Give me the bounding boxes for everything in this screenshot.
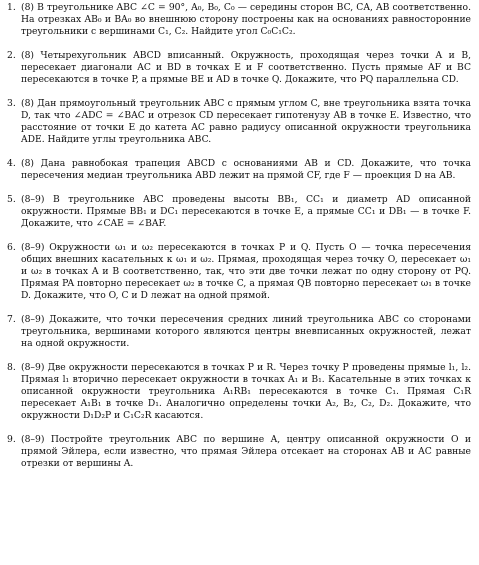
problem-text: (8–9) В треугольнике ABC проведены высоты BB₁, CC₁ и диаметр AD описанной окружности. Прямые BB₁ и DC₁ пересекаются в точке E, а прямые CC₁ и DB₁ — в точке F. Докажите, что ∠CAE = ∠BAF. xyxy=(21,194,471,229)
problem-7 xyxy=(7,314,471,350)
problem-text: (8–9) Две окружности пересекаются в точках P и R. Через точку P проведены прямые l₁, l₂. Прямая l₁ вторично пересекает окружности в точках A₁ и B₁. Касательные в этих точках к описанной окружности треугольника A₁RB₁ пересекаются в точке C₁. Прямая C₁R пересекает A₁B₁ в точке D₁. Аналогично определены точки A₂, B₂, C₂, D₂. Докажите, что окружности D₁D₂P и C₁C₂R касаются. xyxy=(21,362,471,421)
problem-number: 6. xyxy=(7,242,16,253)
problem-number: 1. xyxy=(7,2,16,13)
problem-text: (8) Дан прямоугольный треугольник ABC с прямым углом C, вне треугольника взята точка D, так что ∠ADC = ∠BAC и отрезок CD пересекает гипотенузу AB в точке E. Известно, что расстояние от точки E до катета AC равно радиусу описанной окружности треугольника ADE. Найдите углы треугольника ABC. xyxy=(21,98,471,145)
problem-text: (8–9) Постройте треугольник ABC по вершине A, центру описанной окружности O и прямой Эйлера, если известно, что прямая Эйлера отсекает на сторонах AB и AC равные отрезки от вершины A. xyxy=(21,434,471,469)
problem-1 xyxy=(7,2,471,38)
problem-2 xyxy=(7,50,471,86)
problem-8 xyxy=(7,362,471,422)
problem-5 xyxy=(7,194,471,230)
problem-3 xyxy=(7,98,471,146)
problem-number: 8. xyxy=(7,362,16,373)
problem-9 xyxy=(7,434,471,470)
problem-text: (8–9) Докажите, что точки пересечения средних линий треугольника ABC со сторонами треугольника, вершинами которого являются центры вневписанных окружностей, лежат на одной окружности. xyxy=(21,314,471,349)
problem-4 xyxy=(7,158,471,182)
problem-number: 9. xyxy=(7,434,16,445)
problem-text: (8) Четырехугольник ABCD вписанный. Окружность, проходящая через точки A и B, пересекает диагонали AC и BD в точках E и F соответственно. Пусть прямые AF и BC пересекаются в точке P, а прямые BE и AD в точке Q. Докажите, что PQ параллельна CD. xyxy=(21,50,471,85)
problem-number: 5. xyxy=(7,194,16,205)
problem-6 xyxy=(7,242,471,302)
problem-number: 4. xyxy=(7,158,16,169)
problem-text: (8) Дана равнобокая трапеция ABCD с основаниями AB и CD. Докажите, что точка пересечения медиан треугольника ABD лежит на прямой CF, где F — проекция D на AB. xyxy=(21,158,471,181)
problem-number: 7. xyxy=(7,314,16,325)
problem-number: 3. xyxy=(7,98,16,109)
problem-number: 2. xyxy=(7,50,16,61)
problem-text: (8–9) Окружности ω₁ и ω₂ пересекаются в точках P и Q. Пусть O — точка пересечения общих внешних касательных к ω₁ и ω₂. Прямая, проходящая через точку O, пересекает ω₁ и ω₂ в точках A и B соответственно, так, что эти две точки лежат по одну сторону от PQ. Прямая PA повторно пересекает ω₂ в точке C, а прямая QB повторно пересекает ω₁ в точке D. Докажите, что O, C и D лежат на одной прямой. xyxy=(21,242,471,301)
problem-text: (8) В треугольнике ABC ∠C = 90°, A₀, B₀, C₀ — середины сторон BC, CA, AB соответственно. На отрезках AB₀ и BA₀ во внешнюю сторону построены как на основаниях равносторонние треугольники с вершинами C₁, C₂. Найдите угол C₀C₁C₂. xyxy=(21,2,471,37)
